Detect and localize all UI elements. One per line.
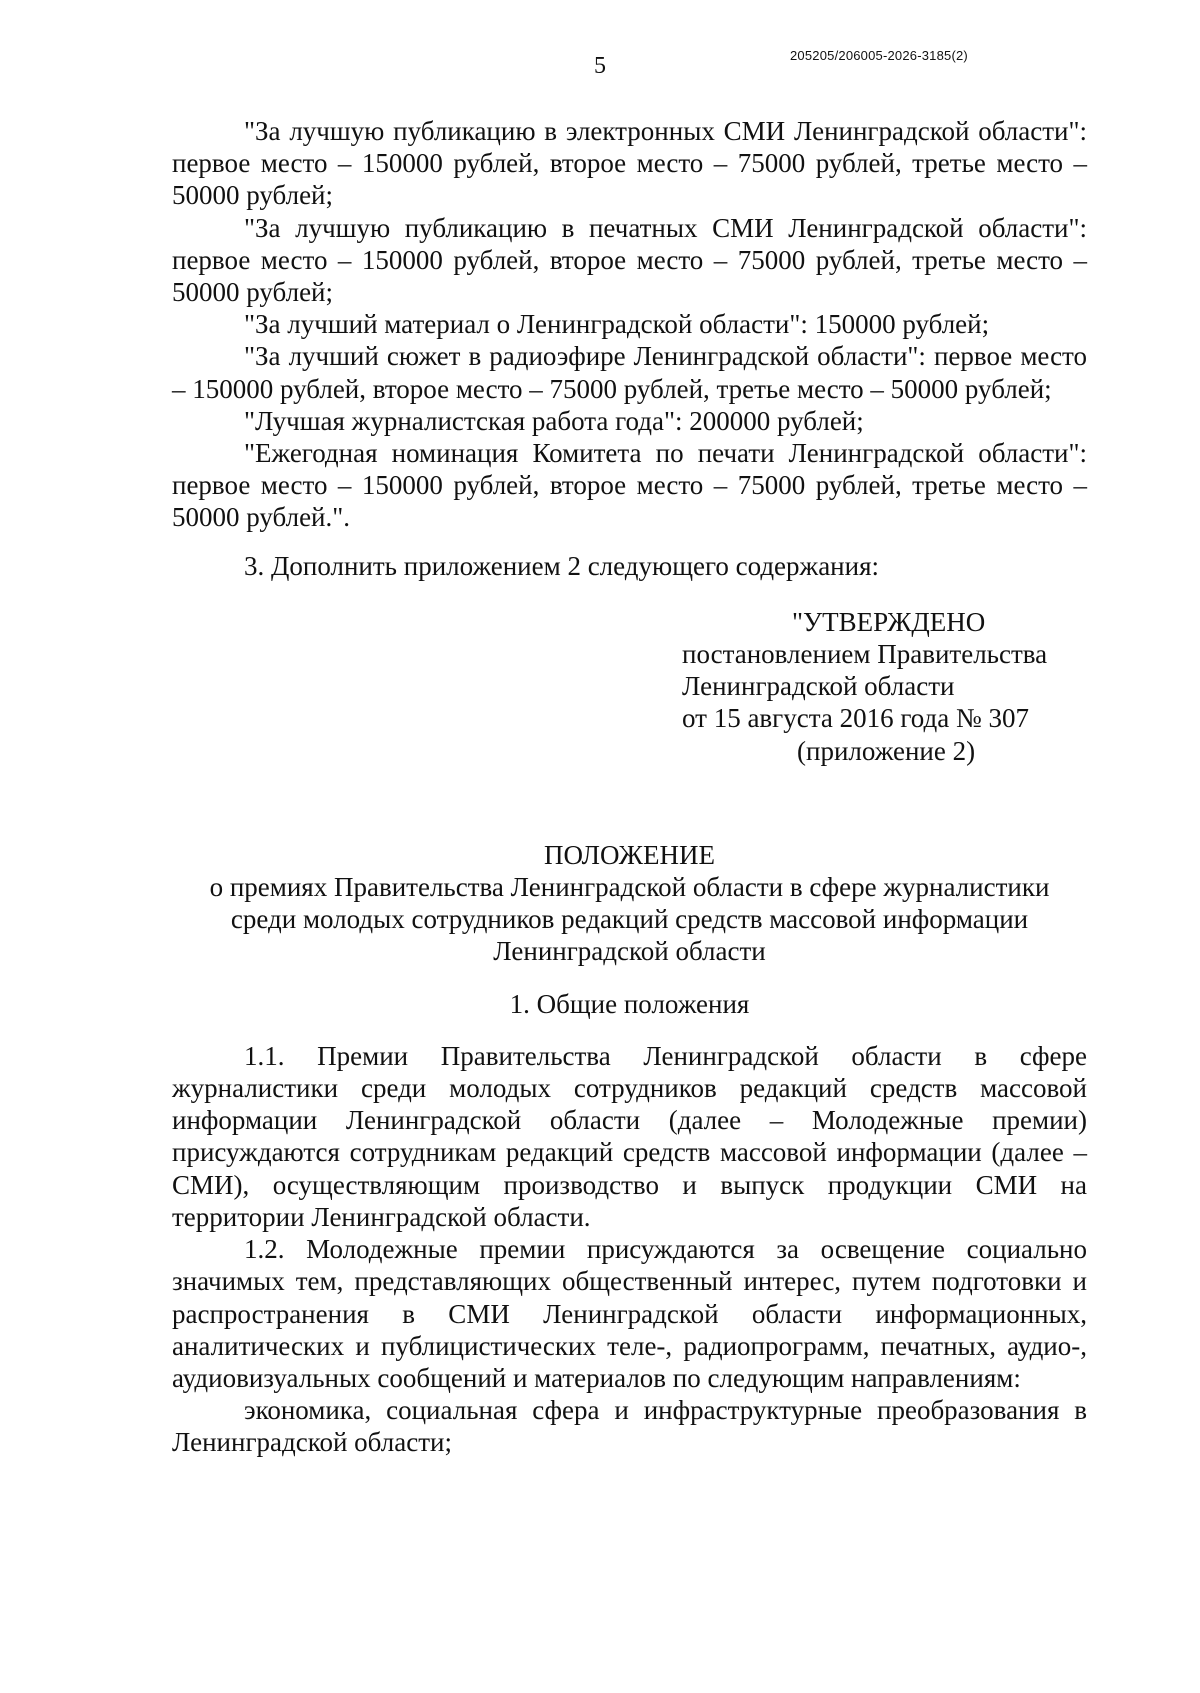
page-number: 5: [594, 53, 606, 79]
direction-item: экономика, социальная сфера и инфраструктурные преобразования в Ленинградской области;: [172, 1395, 1087, 1458]
clause-1-2: 1.2. Молодежные премии присуждаются за освещение социально значимых тем, представляющих общественный интерес, путем подготовки и распространения в СМИ Ленинградской области информационных, аналитических и публицистических теле-, радиопрограмм, печатных, аудио-, аудиовизуальных сообщений и материалов по следующим направлениям:: [172, 1234, 1087, 1393]
document-code: 205205/206005-2026-3185(2): [790, 48, 968, 63]
amendment-item-3: 3. Дополнить приложением 2 следующего содержания:: [244, 550, 880, 581]
document-subtitle-line: о премиях Правительства Ленинградской области в сфере журналистики: [209, 872, 1050, 903]
nomination-paragraph: "За лучшую публикацию в печатных СМИ Ленинградской области": первое место – 150000 рублей, второе место – 75000 рублей, третье место – 50000 рублей;: [172, 212, 1087, 308]
approval-line: от 15 августа 2016 года № 307: [682, 703, 1029, 734]
document-title: ПОЛОЖЕНИЕ: [544, 839, 715, 870]
document-body: [172, 115, 1087, 1459]
appendix-label: (приложение 2): [797, 735, 976, 766]
nomination-paragraph: "За лучший сюжет в радиоэфире Ленинградской области": первое место – 150000 рублей, второе место – 75000 рублей, третье место – 50000 рублей;: [172, 341, 1087, 404]
document-subtitle-line: Ленинградской области: [493, 936, 766, 967]
nomination-paragraph: "За лучший материал о Ленинградской области": 150000 рублей;: [244, 309, 990, 340]
document-subtitle-line: среди молодых сотрудников редакций средств массовой информации: [230, 904, 1029, 935]
section-heading: 1. Общие положения: [509, 988, 750, 1019]
nomination-paragraph: "Лучшая журналистская работа года": 200000 рублей;: [244, 405, 864, 436]
approval-stamp-block: [682, 606, 1087, 767]
approval-line: постановлением Правительства: [682, 639, 1048, 670]
clause-1-1: 1.1. Премии Правительства Ленинградской области в сфере журналистики среди молодых сотрудников редакций средств массовой информации Ленинградской области (далее – Молодежные премии) присуждаются сотрудникам редакций средств массовой информации (далее – СМИ), осуществляющим производство и выпуск продукции СМИ на территории Ленинградской области.: [172, 1040, 1087, 1232]
approved-label: "УТВЕРЖДЕНО: [792, 606, 986, 637]
nomination-paragraph: "За лучшую публикацию в электронных СМИ Ленинградской области": первое место – 150000 рублей, второе место – 75000 рублей, третье место – 50000 рублей;: [172, 116, 1087, 211]
approval-line: Ленинградской области: [682, 671, 955, 702]
nomination-paragraph: "Ежегодная номинация Комитета по печати Ленинградской области": первое место – 150000 рублей, второе место – 75000 рублей, третье место – 50000 рублей.".: [172, 438, 1087, 533]
